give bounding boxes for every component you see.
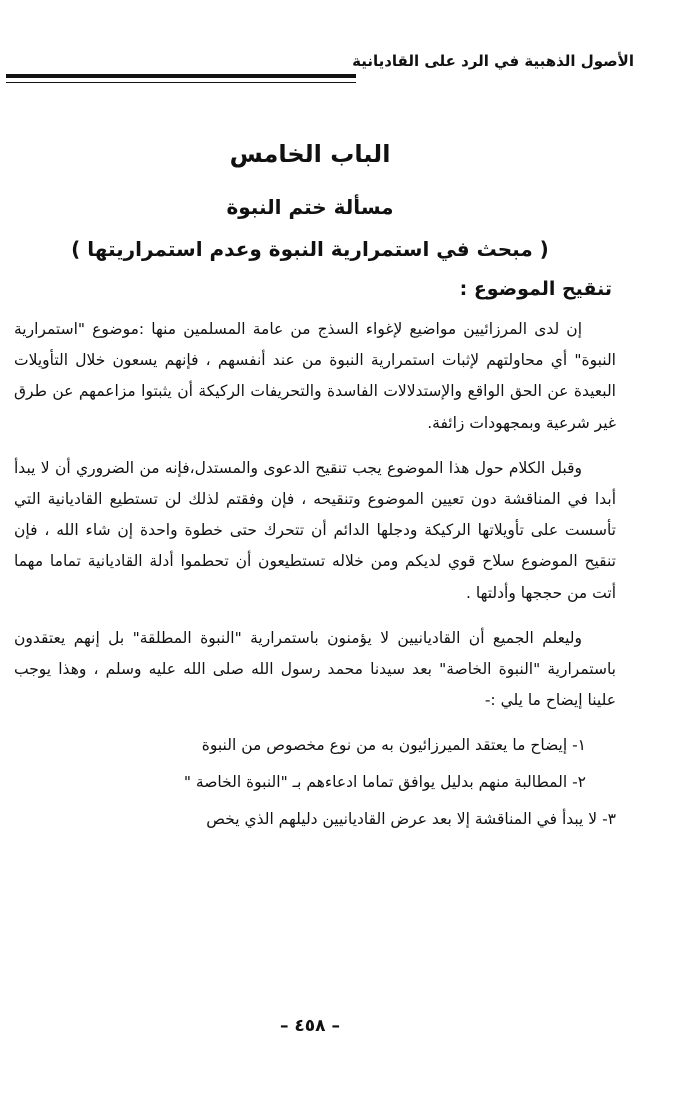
page-number: – ٤٥٨ – [280, 1016, 340, 1036]
paragraph-2: وقبل الكلام حول هذا الموضوع يجب تنقيح الدعوى والمستدل،فإنه من الضروري أن لا يبدأ أبدا في المناقشة دون تعيين الموضوع وتنقيحه ، فإن وفقتم لذلك لن تستطيع القاديانية التي تأسست على تأويلاتها الركيكة ودجلها الدائم أن تتحرك حتى خطوة واحدة إن شاء الله ، فإن تنقيح الموضوع سلاح قوي لديكم ومن خلاله تستطيعون أن تحطموا أدلة القاديانية تماما مهما أتت من حججها وأدلتها . [14, 458, 616, 602]
chapter-subtitle: ( مبحث في استمرارية النبوة وعدم استمراريتها ) [71, 237, 549, 261]
requirements-list [14, 730, 616, 835]
paragraph-3: وليعلم الجميع أن القاديانيين لا يؤمنون باستمرارية "النبوة المطلقة" بل إنهم يعتقدون باستمرارية "النبوة الخاصة" بعد سيدنا محمد رسول الله صلى الله عليه وسلم ، وهذا يوجب علينا إيضاح ما يلي :- [14, 628, 616, 710]
section-heading: تنقيح الموضوع : [459, 278, 612, 300]
list-item: ١- إيضاح ما يعتقد الميرزائيون به من نوع مخصوص من النبوة [201, 736, 586, 755]
body-text [14, 314, 616, 841]
paragraph-1: إن لدى المرزائيين مواضيع لإغواء السذج من عامة المسلمين منها :موضوع "استمرارية النبوة" أي محاولتهم لإثبات استمرارية النبوة من عند أنفسهم ، فإنهم يسعون خلال التأويلات البعيدة عن الحق الواقع والإستدلالات الفاسدة والتحريفات الركيكة أن يثبتوا مزاعمهم عن طرق غير شرعية وبمجهودات زائفة. [14, 320, 616, 432]
running-header: الأصول الذهبية في الرد على القاديانية [352, 52, 634, 70]
list-item: ٢- المطالبة منهم بدليل يوافق تماما ادعاءهم بـ "النبوة الخاصة " [183, 773, 586, 792]
chapter-title: الباب الخامس [229, 140, 391, 168]
issue-title: مسألة ختم النبوة [226, 195, 394, 219]
header-rule-thick [6, 74, 356, 78]
header-rule-thin [6, 82, 356, 83]
list-item: ٣- لا يبدأ في المناقشة إلا بعد عرض القاديانيين دليلهم الذي يخص [206, 810, 616, 829]
